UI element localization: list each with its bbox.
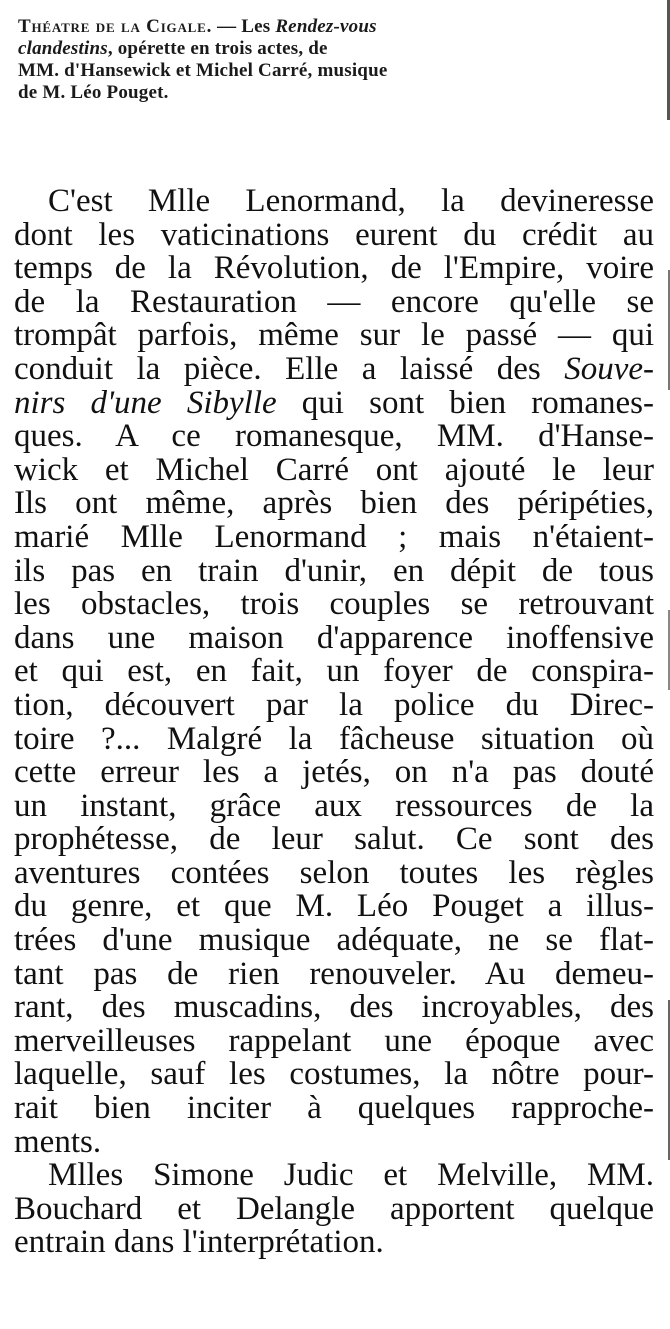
body-line: temps de la Révolution, de l'Empire, voire xyxy=(14,252,654,286)
body-line: ils pas en train d'unir, en dépit de tous xyxy=(14,554,654,589)
body-line: tant pas de rien renouveler. Au demeu- xyxy=(14,957,654,992)
body-line xyxy=(14,353,654,387)
body-text: qui sont bien romanes- xyxy=(276,386,654,421)
heading-line: MM. d'Hansewick et Michel Carré, musique xyxy=(18,60,388,81)
body-line: ments. xyxy=(14,1125,102,1160)
body-line: trées d'une musique adéquate, ne se flat- xyxy=(14,924,654,958)
body-line: aventures contées selon toutes les règles xyxy=(14,856,654,891)
body-line: toire ?... Malgré la fâcheuse situation où xyxy=(14,722,654,757)
heading-line xyxy=(18,38,658,60)
heading-line xyxy=(18,16,658,38)
body-line: marié Mlle Lenormand ; mais n'étaient- xyxy=(14,520,654,555)
body-line: wick et Michel Carré ont ajouté le leur xyxy=(14,453,654,488)
heading-line: de M. Léo Pouget. xyxy=(18,82,169,103)
heading-text: — Les xyxy=(212,16,276,37)
body-line: dans une maison d'apparence inoffensive xyxy=(14,621,654,656)
body-line: rant, des muscadins, des incroyables, des xyxy=(14,991,654,1025)
body-line: cette erreur les a jetés, on n'a pas douté xyxy=(14,756,654,790)
body-line: et qui est, en fait, un foyer de conspira- xyxy=(14,655,654,689)
body-line: entrain dans l'interprétation. xyxy=(14,1226,384,1260)
review-heading xyxy=(18,16,658,104)
book-title: Souve- xyxy=(564,352,654,387)
body-text: conduit la pièce. Elle a laissé des xyxy=(14,352,565,387)
body-line: Bouchard et Delangle apportent quelque xyxy=(14,1192,654,1227)
body-line: prophétesse, de leur salut. Ce sont des xyxy=(14,823,654,857)
body-line: du genre, et que M. Léo Pouget a illus- xyxy=(14,890,654,925)
body-line: tion, découvert par la police du Direc- xyxy=(14,688,654,723)
body-line: C'est Mlle Lenormand, la devineresse xyxy=(48,185,654,219)
body-line: Ils ont même, après bien des péripéties, xyxy=(14,487,654,521)
body-line: trompât parfois, même sur le passé — qui xyxy=(14,319,654,353)
body-line: dont les vaticinations eurent du crédit au xyxy=(14,218,654,253)
book-title: nirs d'une Sibylle xyxy=(14,386,277,421)
body-line: Mlles Simone Judic et Melville, MM. xyxy=(48,1159,654,1193)
review-body xyxy=(14,185,654,1260)
body-line: de la Restauration — encore qu'elle se xyxy=(14,285,654,320)
body-line: merveilleuses rappelant une époque avec xyxy=(14,1024,654,1059)
play-title: clandestins xyxy=(18,38,108,59)
theatre-name: Théatre de la Cigale. xyxy=(18,16,213,37)
body-line: ques. A ce romanesque, MM. d'Hanse- xyxy=(14,420,654,454)
play-title: Rendez-vous xyxy=(275,16,377,37)
body-line: un instant, grâce aux ressources de la xyxy=(14,789,654,824)
body-line xyxy=(14,387,654,421)
heading-text: , opérette en trois actes, de xyxy=(107,38,328,59)
body-line: rait bien inciter à quelques rapproche- xyxy=(14,1092,654,1126)
body-line: laquelle, sauf les costumes, la nôtre pour- xyxy=(14,1058,654,1093)
body-line: les obstacles, trois couples se retrouvant xyxy=(14,588,654,622)
